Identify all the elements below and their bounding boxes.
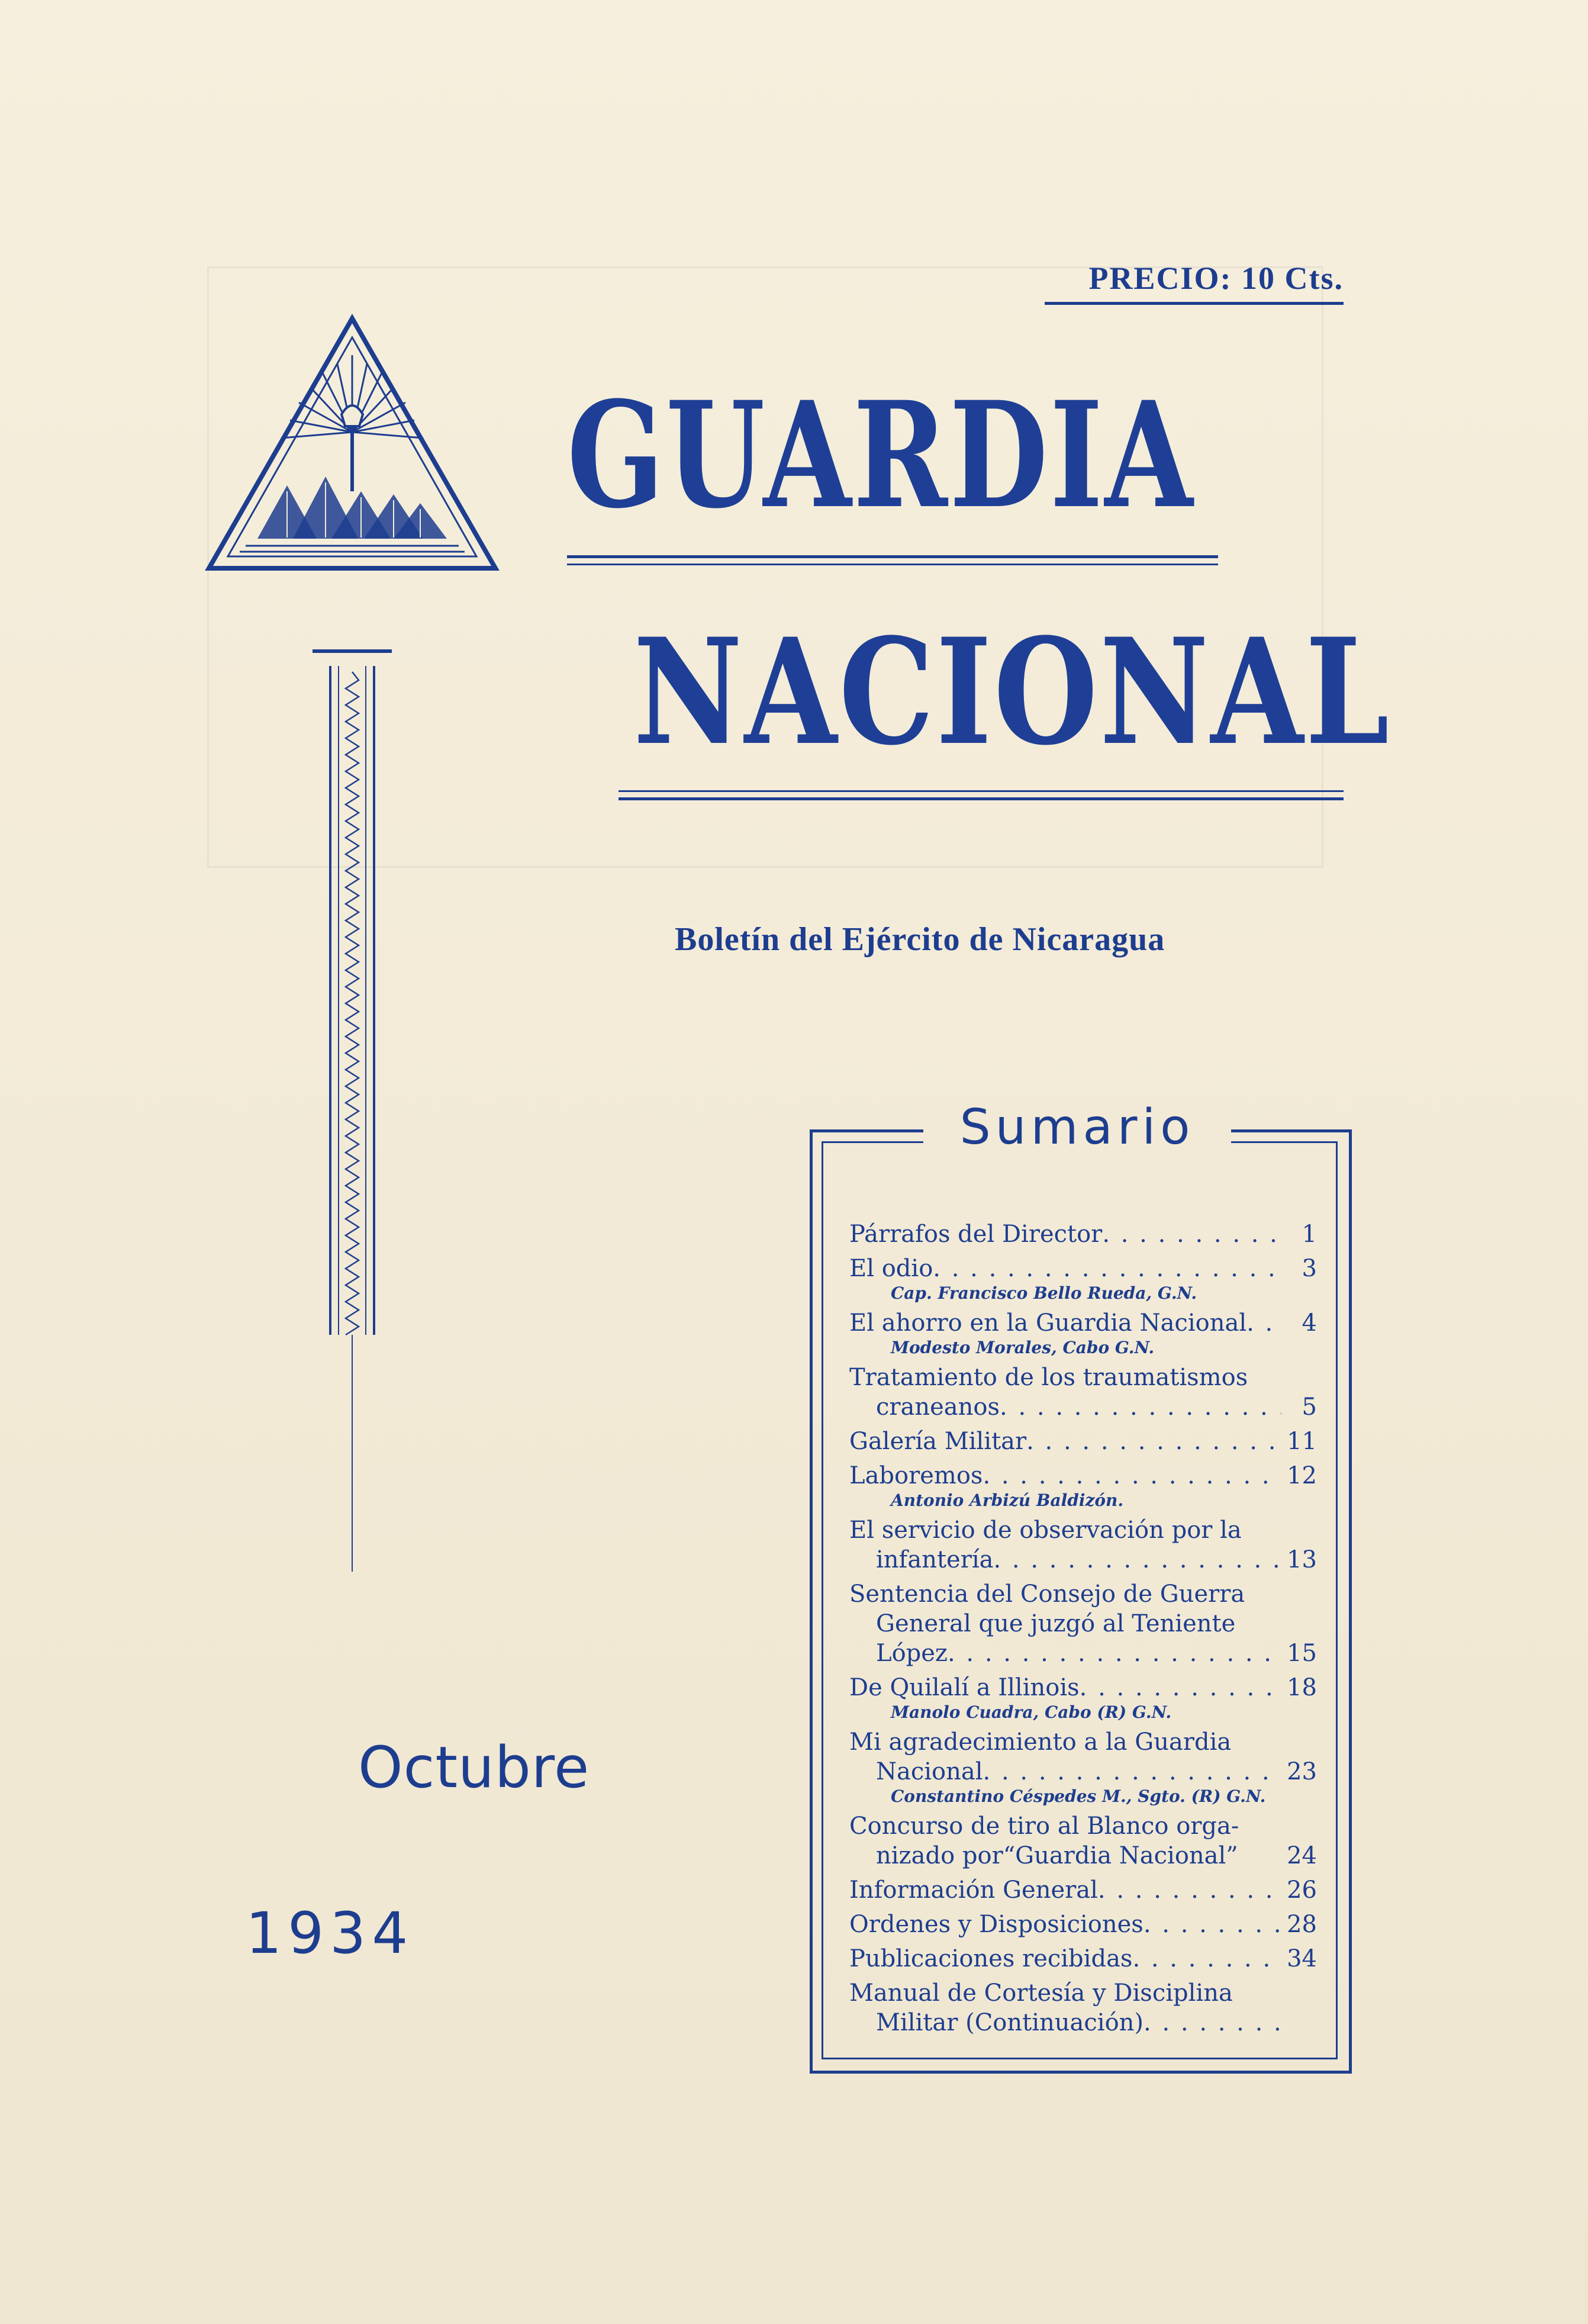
ornamental-column-icon: [308, 648, 397, 1583]
toc-entry: [849, 1363, 1317, 1422]
toc-page-number: 26: [1287, 1876, 1317, 1904]
toc-page-number: 5: [1302, 1393, 1317, 1421]
toc-dot-leader: [993, 1545, 1281, 1575]
toc-entry-title: General que juzgó al Teniente: [876, 1610, 1236, 1637]
toc-dot-leader: [1144, 2008, 1281, 2037]
toc-entry: [849, 1944, 1317, 1974]
toc-dot-leader: [933, 1254, 1281, 1283]
toc-entry-title: nizado por“Guardia Nacional”: [876, 1842, 1238, 1869]
toc-entry: [849, 1727, 1317, 1807]
toc-dot-leader: [1144, 1910, 1281, 1939]
toc-entry: [849, 1308, 1317, 1358]
toc-entry-author: Constantino Céspedes M., Sgto. (R) G.N.: [891, 1787, 1266, 1806]
toc-page-number: 3: [1302, 1255, 1317, 1282]
toc-entry-title: Nacional: [876, 1758, 983, 1785]
nicaragua-triangle-emblem-icon: [204, 314, 500, 574]
toc-entry: [849, 1875, 1317, 1905]
table-of-contents: [849, 1219, 1317, 2042]
toc-entry-title: Párrafos del Director: [849, 1221, 1103, 1248]
toc-entry-title: El ahorro en la Guardia Nacional: [849, 1309, 1247, 1337]
toc-page-number: 4: [1302, 1309, 1317, 1337]
toc-entry-title: Militar (Continuación): [876, 2009, 1144, 2036]
toc-dot-leader: [983, 1757, 1281, 1787]
toc-entry-title: Manual de Cortesía y Disciplina: [849, 1979, 1233, 2007]
toc-dot-leader: [1000, 1392, 1281, 1422]
toc-page-number: 28: [1287, 1911, 1317, 1938]
toc-entry-title: De Quilalí a Illinois: [849, 1674, 1080, 1701]
toc-entry: [849, 1978, 1317, 2037]
toc-entry-title: Información General: [849, 1876, 1098, 1904]
toc-entry: [849, 1461, 1317, 1511]
toc-entry-title: Ordenes y Disposiciones: [849, 1911, 1144, 1938]
toc-entry-title: craneanos: [876, 1393, 1000, 1421]
toc-dot-leader: [1102, 1219, 1281, 1249]
summary-title: Sumario: [923, 1098, 1231, 1157]
toc-entry-author: Manolo Cuadra, Cabo (R) G.N.: [891, 1702, 1172, 1722]
toc-entry-title: El servicio de observación por la: [849, 1517, 1242, 1544]
toc-page-number: 13: [1287, 1546, 1317, 1573]
toc-dot-leader: [1246, 1308, 1281, 1338]
toc-entry: [849, 1811, 1317, 1871]
title-rule-top-1: [567, 555, 1218, 558]
toc-entry-title: Publicaciones recibidas: [849, 1945, 1133, 1972]
toc-entry-author: Modesto Morales, Cabo G.N.: [891, 1338, 1155, 1357]
toc-entry-title: Galería Militar: [849, 1428, 1027, 1455]
toc-entry-title: López: [876, 1640, 948, 1667]
subtitle: Boletín del Ejército de Nicaragua: [675, 921, 1165, 958]
toc-dot-leader: [1026, 1427, 1281, 1456]
toc-entry-title: Concurso de tiro al Blanco orga-: [849, 1813, 1239, 1840]
toc-entry: [849, 1427, 1317, 1456]
toc-entry-title: Sentencia del Consejo de Guerra: [849, 1581, 1245, 1608]
toc-entry-title: Laboremos: [849, 1462, 983, 1489]
magazine-title-line1: GUARDIA: [567, 370, 1195, 541]
toc-dot-leader: [983, 1461, 1281, 1491]
price-label: PRECIO: 10 Cts.: [1045, 255, 1344, 305]
toc-entry: [849, 1515, 1317, 1575]
toc-dot-leader: [948, 1639, 1281, 1668]
toc-page-number: 1: [1302, 1221, 1317, 1248]
title-rule-bottom-1: [619, 790, 1344, 792]
toc-entry-title: El odio: [849, 1255, 933, 1282]
title-rule-bottom-2: [619, 797, 1344, 800]
toc-dot-leader: [1098, 1875, 1281, 1905]
toc-entry-author: Antonio Arbizú Baldizón.: [891, 1491, 1124, 1510]
toc-page-number: 24: [1287, 1842, 1317, 1869]
magazine-title-line2: NACIONAL: [633, 607, 1391, 778]
toc-entry: [849, 1579, 1317, 1668]
toc-entry: [849, 1219, 1317, 1249]
toc-page-number: 23: [1287, 1758, 1317, 1785]
toc-page-number: 18: [1287, 1674, 1317, 1701]
toc-dot-leader: [1080, 1673, 1281, 1702]
toc-dot-leader: [1132, 1944, 1281, 1974]
title-rule-top-2: [567, 564, 1218, 565]
toc-page-number: 15: [1287, 1640, 1317, 1667]
issue-year: 1934: [246, 1900, 414, 1966]
toc-entry-title: Tratamiento de los traumatismos: [849, 1364, 1248, 1391]
toc-entry-title: Mi agradecimiento a la Guardia: [849, 1728, 1232, 1756]
toc-page-number: 34: [1287, 1945, 1317, 1972]
toc-entry: [849, 1254, 1317, 1303]
toc-page-number: 11: [1287, 1428, 1317, 1455]
toc-entry: [849, 1910, 1317, 1939]
issue-month: Octubre: [358, 1734, 590, 1801]
toc-entry-author: Cap. Francisco Bello Rueda, G.N.: [891, 1283, 1197, 1303]
toc-entry-title: infantería: [876, 1546, 994, 1573]
toc-page-number: 12: [1287, 1462, 1317, 1489]
toc-entry: [849, 1673, 1317, 1723]
